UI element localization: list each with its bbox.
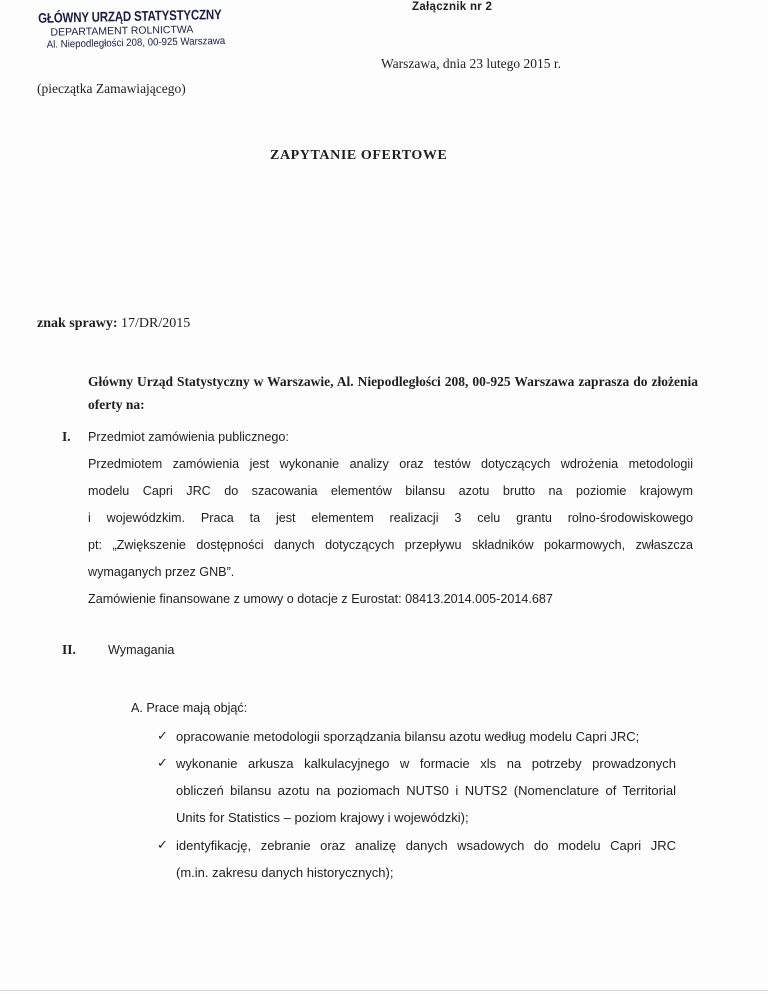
attachment-label: Załącznik nr 2: [412, 1, 493, 13]
stamp-line-1: GŁÓWNY URZĄD STATYSTYCZNY: [37, 6, 222, 26]
stamp-line-2: DEPARTAMENT ROLNICTWA: [50, 23, 194, 39]
section-2-number: II.: [62, 642, 76, 657]
section-1-para-line: pt: „Zwiększenie dostępności danych dotyczących przepływu składników pokarmowych, zwłaszcza: [88, 538, 693, 552]
requirement-bullet: opracowanie metodologii sporządzania bilansu azotu według modelu Capri JRC;: [176, 729, 640, 744]
requirement-bullet: wykonanie arkusza kalkulacyjnego w formacie xls na potrzeby prowadzonych: [176, 756, 676, 771]
case-number: [37, 316, 190, 332]
intro-paragraph: Główny Urząd Statystyczny w Warszawie, Al. Niepodległości 208, 00-925 Warszawa zaprasza do złożenia oferty na:: [88, 374, 698, 412]
requirement-bullet-cont: (m.in. zakresu danych historycznych);: [176, 865, 394, 880]
office-stamp: [32, 5, 262, 51]
case-number-value: 17/DR/2015: [121, 316, 191, 331]
checkmark-icon: ✓: [157, 838, 168, 853]
subsection-a-heading: A. Prace mają objąć:: [131, 701, 248, 715]
page-bottom-edge: [0, 990, 768, 991]
document-date: Warszawa, dnia 23 lutego 2015 r.: [381, 56, 561, 71]
stamp-caption: (pieczątka Zamawiającego): [37, 81, 186, 96]
section-1-funding: Zamówienie finansowane z umowy o dotacje z Eurostat: 08413.2014.005-2014.687: [88, 592, 553, 606]
section-1-para-line: wymaganych przez GNB”.: [88, 565, 235, 579]
page-title: ZAPYTANIE OFERTOWE: [270, 148, 448, 163]
requirement-bullet-cont: obliczeń bilansu azotu na poziomach NUTS0 i NUTS2 (Nomenclature of Territorial: [176, 783, 676, 798]
checkmark-icon: ✓: [157, 756, 168, 771]
requirement-bullet-cont: Units for Statistics – poziom krajowy i wojewódzki);: [176, 810, 469, 825]
checkmark-icon: ✓: [157, 729, 168, 744]
section-1-number: I.: [62, 429, 71, 444]
section-1-heading: Przedmiot zamówienia publicznego:: [88, 430, 289, 444]
section-1-para-line: Przedmiotem zamówienia jest wykonanie analizy oraz testów dotyczących wdrożenia metodologii: [88, 457, 693, 471]
case-number-label: znak sprawy:: [37, 316, 118, 331]
requirement-bullet: identyfikację, zebranie oraz analizę danych wsadowych do modelu Capri JRC: [176, 838, 676, 853]
stamp-line-3: Al. Niepodległości 208, 00-925 Warszawa: [46, 34, 226, 51]
section-1-para-line: i wojewódzkim. Praca ta jest elementem realizacji 3 celu grantu rolno-środowiskowego: [88, 511, 693, 525]
section-1-para-line: modelu Capri JRC do szacowania elementów bilansu azotu brutto na poziomie krajowym: [88, 484, 693, 498]
section-2-heading: Wymagania: [108, 643, 175, 657]
